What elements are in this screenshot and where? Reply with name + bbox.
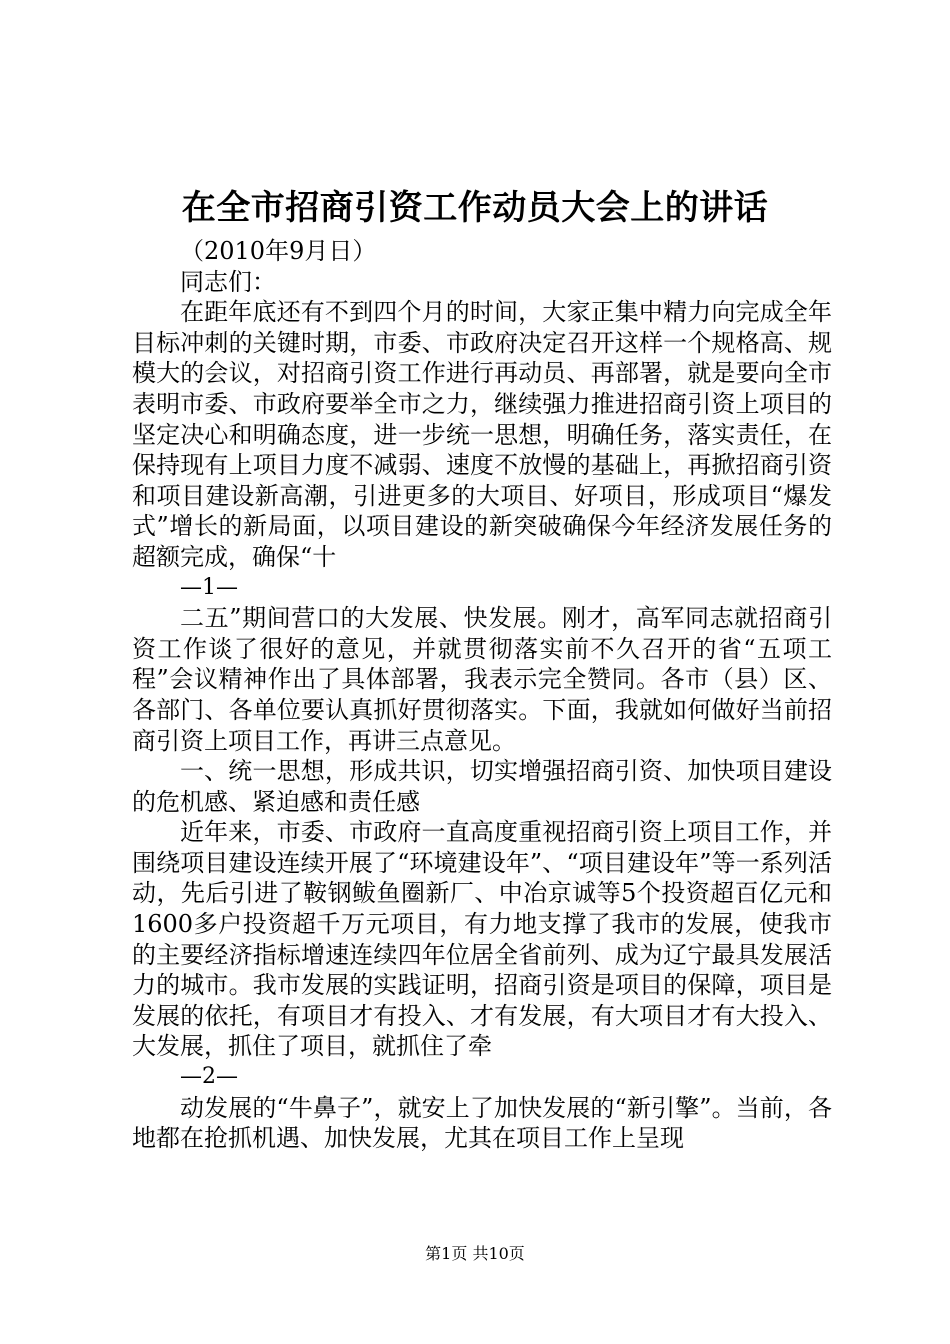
paragraph-2: 二五”期间营口的大发展、快发展。刚才，高军同志就招商引资工作谈了很好的意见，并就贯彻落实前不久召开的省“五项工程”会议精神作出了具体部署，我表示完全赞同。各市（县）区、各部门、各单位要认真抓好贯彻落实。下面，我就如何做好当前招商引资上项目工作，再讲三点意见。: [132, 604, 832, 755]
paragraph-1: 在距年底还有不到四个月的时间，大家正集中精力向完成全年目标冲刺的关键时期，市委、市政府决定召开这样一个规格高、规模大的会议，对招商引资工作进行再动员、再部署，就是要向全市表明市委、市政府要举全市之力，继续强力推进招商引资上项目的坚定决心和明确态度，进一步统一思想，明确任务，落实责任，在保持现有上项目力度不减弱、速度不放慢的基础上，再掀招商引资和项目建设新高潮，引进更多的大项目、好项目，形成项目“爆发式”增长的新局面，以项目建设的新突破确保今年经济发展任务的超额完成，确保“十: [132, 298, 832, 571]
speech-date: （2010年9月日）: [180, 237, 377, 265]
inline-page-mark-1: —1—: [180, 574, 238, 600]
paragraph-3: 近年来，市委、市政府一直高度重视招商引资上项目工作，并围绕项目建设连续开展了“环境建设年”、“项目建设年”等一系列活动，先后引进了鞍钢鲅鱼圈新厂、中冶京诚等5个投资超百亿元和1600多户投资超千万元项目，有力地支撑了我市的发展，使我市的主要经济指标增速连续四年位居全省前列、成为辽宁最具发展活力的城市。我市发展的实践证明，招商引资是项目的保障，项目是发展的依托，有项目才有投入、才有发展，有大项目才有大投入、大发展，抓住了项目，就抓住了牵: [132, 818, 832, 1061]
inline-page-mark-2: —2—: [180, 1064, 238, 1090]
page-footer: 第1页 共10页: [425, 1244, 525, 1263]
section-heading-1: 一、统一思想，形成共识，切实增强招商引资、加快项目建设的危机感、紧迫感和责任感: [132, 757, 832, 816]
document-title: 在全市招商引资工作动员大会上的讲话: [181, 188, 769, 228]
document-body: [132, 236, 832, 1154]
paragraph-4: 动发展的“牛鼻子”，就安上了加快发展的“新引擎”。当前，各地都在抢抓机遇、加快发展，尤其在项目工作上呈现: [132, 1093, 832, 1153]
salutation: 同志们：: [180, 267, 276, 296]
